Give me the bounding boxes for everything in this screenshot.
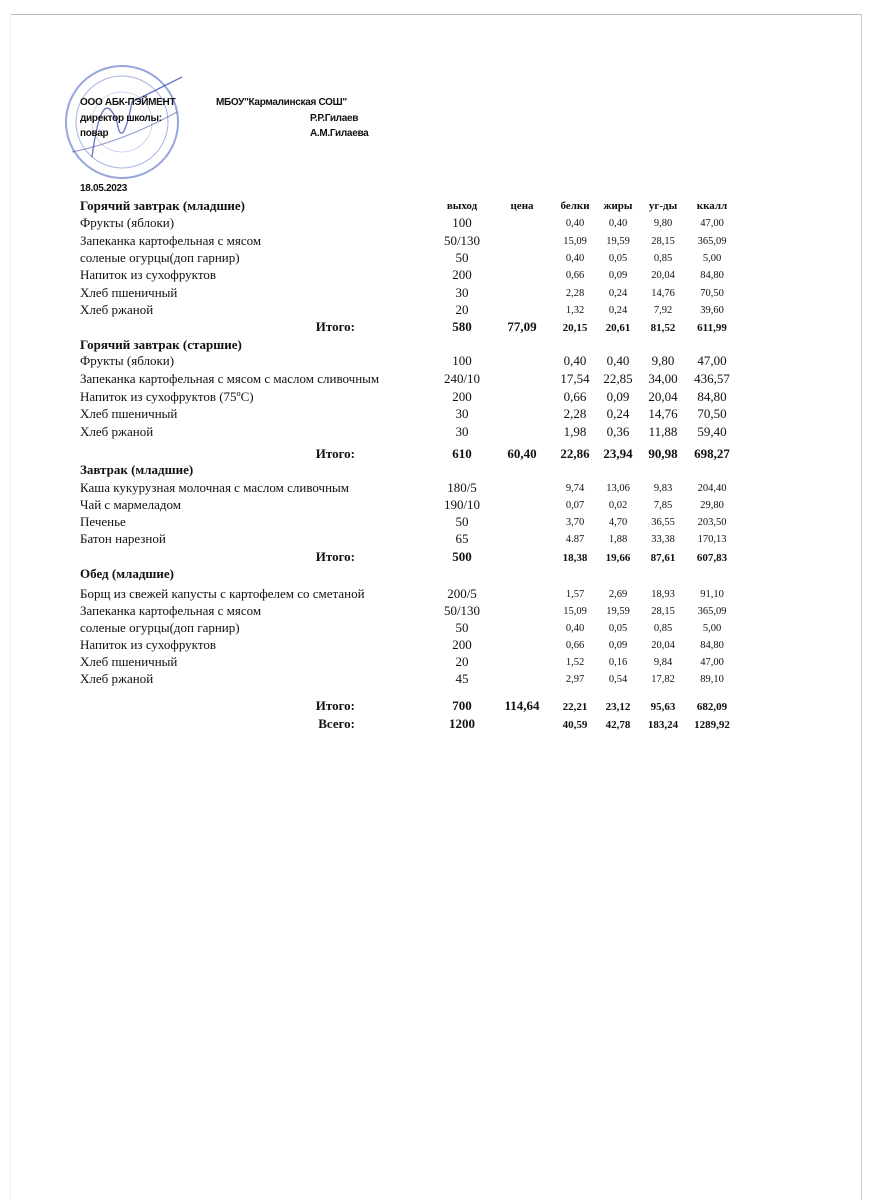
cell-carbs: 81,52 (650, 322, 676, 334)
cell-fat: 42,78 (605, 719, 631, 731)
dish-name: Фрукты (яблоки) (80, 215, 175, 230)
grand-total-row (0, 716, 873, 734)
cell-fat: 23,94 (603, 446, 633, 461)
cell-output: 610 (452, 446, 472, 461)
cell-output: 580 (452, 319, 472, 334)
cell-kcal: 607,83 (696, 552, 728, 564)
cell-output: 200 (452, 389, 472, 404)
cell-carbs: 11,88 (648, 424, 678, 439)
cell-carbs: 33,38 (651, 534, 675, 545)
section-title: Завтрак (младшие) (80, 462, 194, 477)
cell-fat: 0,24 (606, 406, 630, 421)
table-row (0, 637, 873, 655)
cell-protein: 18,38 (562, 552, 588, 564)
cell-kcal: 436,57 (694, 371, 730, 386)
cell-fat: 0,54 (608, 674, 628, 685)
cell-fat: 4,70 (608, 517, 628, 528)
dish-name: Хлеб ржаной (80, 424, 154, 439)
cell-protein: 22,86 (560, 446, 590, 461)
total-label: Итого: (315, 446, 355, 461)
dish-name: Печенье (80, 514, 126, 529)
cell-fat: 13,06 (606, 483, 630, 494)
cell-protein: 15,09 (563, 236, 587, 247)
cell-kcal: 170,13 (697, 534, 727, 545)
cook-name: А.М.Гилаева (310, 128, 369, 139)
cell-carbs: 28,15 (651, 606, 675, 617)
cell-carbs: 9,83 (653, 483, 673, 494)
cell-protein: 1,98 (563, 424, 587, 439)
dish-name: Хлеб пшеничный (80, 654, 178, 669)
table-row (0, 480, 873, 498)
dish-name: Хлеб пшеничный (80, 285, 178, 300)
dish-name: Фрукты (яблоки) (80, 353, 175, 368)
cell-fat: 23,12 (605, 701, 631, 713)
cell-output: 200 (452, 637, 472, 652)
section-title: Горячий завтрак (старшие) (80, 337, 242, 352)
cell-fat: 0,05 (608, 623, 628, 634)
cell-output: 190/10 (443, 497, 481, 512)
cell-output: 65 (455, 531, 469, 546)
cell-output: 20 (455, 302, 469, 317)
cell-carbs: 0,85 (653, 253, 673, 264)
cell-kcal: 59,40 (697, 424, 727, 439)
section-title: Обед (младшие) (80, 566, 174, 581)
cell-fat: 2,69 (608, 589, 628, 600)
cell-fat: 19,66 (605, 552, 631, 564)
cell-price: 60,40 (507, 446, 537, 461)
table-row (0, 531, 873, 549)
cell-kcal: 91,10 (700, 589, 724, 600)
cell-kcal: 89,10 (700, 674, 724, 685)
cell-protein: 9,74 (565, 483, 585, 494)
cell-output: 1200 (449, 716, 475, 731)
table-row (0, 671, 873, 689)
table-row (0, 285, 873, 303)
cell-protein: 2,28 (565, 288, 585, 299)
cell-protein: 4.87 (565, 534, 585, 545)
cell-protein: 22,21 (562, 701, 588, 713)
cell-carbs: 36,55 (651, 517, 675, 528)
cell-kcal: 698,27 (694, 446, 730, 461)
cell-kcal: 47,00 (697, 353, 727, 368)
cell-carbs: 17,82 (651, 674, 675, 685)
dish-name: Напиток из сухофруктов (80, 637, 216, 652)
column-header-row (0, 198, 873, 216)
cell-output: 180/5 (447, 480, 477, 495)
total-label: Итого: (315, 549, 355, 564)
cell-fat: 0,40 (608, 218, 628, 229)
cell-fat: 0,09 (608, 270, 628, 281)
total-label: Итого: (315, 698, 355, 713)
total-label: Всего: (318, 716, 355, 731)
cell-price: 114,64 (504, 698, 540, 713)
cell-kcal: 47,00 (700, 657, 724, 668)
cell-protein: 2,97 (565, 674, 585, 685)
cell-output: 50 (455, 620, 469, 635)
cell-fat: 0,36 (606, 424, 630, 439)
dish-name: Напиток из сухофруктов (75ºС) (80, 389, 254, 404)
table-row (0, 620, 873, 638)
cell-kcal: 84,80 (700, 270, 724, 281)
cell-kcal: 611,99 (697, 322, 727, 334)
cell-fat: 0,02 (608, 500, 628, 511)
table-row (0, 514, 873, 532)
cell-output: 50/130 (443, 603, 481, 618)
cell-protein: 1,32 (565, 305, 585, 316)
cell-carbs: 95,63 (650, 701, 676, 713)
menu-date: 18.05.2023 (80, 183, 128, 194)
cell-protein: 1,57 (565, 589, 585, 600)
cell-carbs: 90,98 (648, 446, 678, 461)
cell-carbs: 20,04 (651, 640, 675, 651)
dish-name: соленые огурцы(доп гарнир) (80, 250, 240, 265)
dish-name: соленые огурцы(доп гарнир) (80, 620, 240, 635)
cell-protein: 20,15 (562, 322, 588, 334)
cell-output: 100 (452, 215, 472, 230)
cell-output: 30 (455, 406, 469, 421)
cell-protein: 0,40 (565, 218, 585, 229)
cell-protein: 0,40 (563, 353, 587, 368)
cell-fat: 22,85 (603, 371, 633, 386)
cell-kcal: 365,09 (697, 236, 727, 247)
cell-output: 45 (455, 671, 469, 686)
dish-name: Хлеб ржаной (80, 302, 154, 317)
table-row (0, 603, 873, 621)
cell-carbs: 20,04 (648, 389, 678, 404)
cell-carbs: 20,04 (651, 270, 675, 281)
cell-output: 100 (452, 353, 472, 368)
cell-price: 77,09 (507, 319, 537, 334)
cell-output: 30 (455, 285, 469, 300)
dish-name: Каша кукурузная молочная с маслом сливочным (80, 480, 349, 495)
cell-output: 700 (452, 698, 472, 713)
dish-name: Чай с мармеладом (80, 497, 182, 512)
cell-carbs: 9,84 (653, 657, 673, 668)
director-name: Р.Р.Гилаев (310, 113, 359, 124)
school-name: МБОУ"Кармалинская СОШ" (216, 97, 347, 108)
table-row (0, 424, 873, 442)
section-title-row (0, 462, 873, 480)
dish-name: Напиток из сухофруктов (80, 267, 216, 282)
cell-carbs: 87,61 (650, 552, 676, 564)
cell-protein: 0,66 (563, 389, 587, 404)
table-row (0, 215, 873, 233)
dish-name: Батон нарезной (80, 531, 166, 546)
cell-kcal: 84,80 (697, 389, 727, 404)
section-title-row (0, 566, 873, 584)
cell-output: 240/10 (443, 371, 481, 386)
table-row (0, 389, 873, 407)
cell-kcal: 70,50 (700, 288, 724, 299)
org-name: ООО АБК-ПЭЙМЕНТ (80, 97, 176, 108)
cell-fat: 0,24 (608, 288, 628, 299)
column-header-price: цена (510, 200, 534, 212)
cell-carbs: 28,15 (651, 236, 675, 247)
cell-kcal: 47,00 (700, 218, 724, 229)
table-row (0, 371, 873, 389)
cell-fat: 0,05 (608, 253, 628, 264)
section-title: Горячий завтрак (младшие) (80, 198, 246, 213)
table-row (0, 233, 873, 251)
cell-protein: 0,66 (565, 270, 585, 281)
cell-carbs: 0,85 (653, 623, 673, 634)
cell-output: 50 (455, 250, 469, 265)
cell-carbs: 7,85 (653, 500, 673, 511)
table-row (0, 353, 873, 371)
cell-carbs: 9,80 (653, 218, 673, 229)
cell-fat: 0,40 (606, 353, 630, 368)
dish-name: Запеканка картофельная с мясом (80, 233, 262, 248)
cell-kcal: 5,00 (702, 623, 722, 634)
column-header-kcal: ккалл (696, 200, 728, 212)
table-row (0, 250, 873, 268)
cell-protein: 2,28 (563, 406, 587, 421)
cell-kcal: 70,50 (697, 406, 727, 421)
cell-protein: 15,09 (563, 606, 587, 617)
cell-carbs: 7,92 (653, 305, 673, 316)
cell-carbs: 18,93 (651, 589, 675, 600)
dish-name: Хлеб пшеничный (80, 406, 178, 421)
dish-name: Запеканка картофельная с мясом с маслом сливочным (80, 371, 380, 386)
cell-fat: 0,09 (606, 389, 630, 404)
cell-protein: 0,07 (565, 500, 585, 511)
director-label: директор школы: (80, 113, 162, 124)
cell-fat: 19,59 (606, 606, 630, 617)
cell-kcal: 5,00 (702, 253, 722, 264)
cook-label: повар (80, 128, 109, 139)
cell-protein: 1,52 (565, 657, 585, 668)
cell-kcal: 84,80 (700, 640, 724, 651)
cell-protein: 0,40 (565, 623, 585, 634)
column-header-protein: белки (560, 200, 590, 212)
cell-carbs: 183,24 (647, 719, 679, 731)
dish-name: Запеканка картофельная с мясом (80, 603, 262, 618)
section-total-row (0, 549, 873, 567)
cell-output: 50 (455, 514, 469, 529)
cell-kcal: 203,50 (697, 517, 727, 528)
cell-carbs: 34,00 (648, 371, 678, 386)
total-label: Итого: (315, 319, 355, 334)
cell-carbs: 14,76 (651, 288, 675, 299)
section-total-row (0, 319, 873, 337)
cell-fat: 0,16 (608, 657, 628, 668)
cell-kcal: 204,40 (697, 483, 727, 494)
table-row (0, 586, 873, 604)
cell-protein: 40,59 (562, 719, 588, 731)
table-row (0, 302, 873, 320)
column-header-fat: жиры (603, 200, 633, 212)
cell-protein: 3,70 (565, 517, 585, 528)
cell-output: 500 (452, 549, 472, 564)
cell-output: 200/5 (447, 586, 477, 601)
cell-protein: 0,40 (565, 253, 585, 264)
table-row (0, 267, 873, 285)
cell-kcal: 1289,92 (694, 719, 730, 731)
cell-output: 200 (452, 267, 472, 282)
table-row (0, 406, 873, 424)
cell-fat: 20,61 (605, 322, 631, 334)
scan-edge-top (10, 14, 862, 15)
cell-carbs: 9,80 (651, 353, 675, 368)
dish-name: Борщ из свежей капусты с картофелем со сметаной (80, 586, 365, 601)
cell-output: 30 (455, 424, 469, 439)
cell-kcal: 682,09 (696, 701, 728, 713)
dish-name: Хлеб ржаной (80, 671, 154, 686)
table-row (0, 654, 873, 672)
cell-fat: 1,88 (608, 534, 628, 545)
cell-output: 50/130 (443, 233, 481, 248)
cell-kcal: 365,09 (697, 606, 727, 617)
cell-kcal: 39,60 (700, 305, 724, 316)
cell-kcal: 29,80 (700, 500, 724, 511)
cell-protein: 0,66 (565, 640, 585, 651)
cell-fat: 0,24 (608, 305, 628, 316)
table-row (0, 497, 873, 515)
cell-fat: 19,59 (606, 236, 630, 247)
column-header-carbs: уг-ды (648, 200, 678, 212)
section-total-row (0, 698, 873, 716)
column-header-output: выход (446, 200, 478, 212)
cell-carbs: 14,76 (648, 406, 678, 421)
cell-protein: 17,54 (560, 371, 590, 386)
cell-output: 20 (455, 654, 469, 669)
cell-fat: 0,09 (608, 640, 628, 651)
